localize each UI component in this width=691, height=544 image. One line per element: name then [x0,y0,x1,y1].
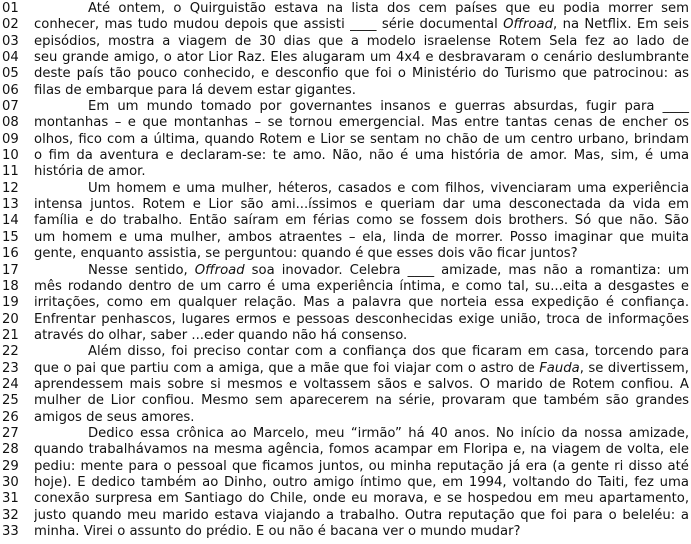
line-text: através do olhar, saber ...eder quando não há consenso. [34,327,408,343]
line-text: filas de embarque para lá devem estar gigantes. [34,82,356,98]
text-line [0,377,691,393]
line-text: intensa juntos. Rotem e Lior são ami...íssimos e queriam dar uma desconectada da vida em [34,197,690,213]
text-line [0,213,691,229]
line-number: 06 [2,82,19,98]
text-line [0,344,691,360]
line-number: 24 [2,376,19,392]
text-line [0,1,691,17]
line-number: 21 [2,327,19,343]
line-text: Além disso, foi preciso contar com a confiança dos que ficaram em casa, torcendo para [88,344,690,360]
line-number: 01 [2,1,19,16]
text-line [0,66,691,82]
line-number: 32 [2,507,19,523]
line-number: 05 [2,66,19,82]
text-line [0,410,691,426]
text-line [0,263,691,279]
document-text [0,1,691,540]
line-text: Em um mundo tomado por governantes insanos e guerras absurdas, fugir para ____ [88,99,690,115]
line-number: 03 [2,33,19,49]
text-line [0,491,691,507]
line-number: 13 [2,197,19,213]
line-text: justo quando meu marido estava viajando a trabalho. Outra reputação que foi para o beleléu: a [34,507,690,523]
line-text: conexão surpresa em Santiago do Chile, onde eu morava, e se hospedou em meu apartamento, [34,491,690,507]
line-text: pediu: mente para o pessoal que ficamos juntos, ou minha reputação já era (a gente ri disso até [34,458,689,474]
line-number: 25 [2,393,19,409]
line-number: 20 [2,311,19,327]
text-line [0,442,691,458]
text-line [0,459,691,475]
line-text: aprendessem mais sobre si mesmos e voltassem sãos e salvos. O marido de Rotem confiou. A [34,376,689,392]
line-text: um homem e uma mulher, ambos atraentes – ela, linda de morrer. Posso imaginar que muita [34,229,689,245]
line-text: Até ontem, o Quirguistão estava na lista dos cem países que eu podia morrer sem [88,1,689,16]
text-line [0,132,691,148]
line-number: 08 [2,115,19,131]
text-line [0,508,691,524]
line-number: 26 [2,409,19,425]
text-line [0,230,691,246]
line-number: 04 [2,50,19,66]
line-text: minha. Virei o assunto do prédio. É ou não é bacana ver o mundo mudar? [34,524,521,539]
text-line [0,99,691,115]
line-number: 23 [2,360,19,376]
text-line [0,246,691,262]
line-number: 17 [2,262,19,278]
text-line [0,164,691,180]
line-number: 30 [2,474,19,490]
text-line [0,393,691,409]
text-line [0,34,691,50]
line-text: quando trabalhávamos na mesma agência, fomos acampar em Floripa e, na viagem de volta, ele [34,442,689,458]
line-number: 12 [2,180,19,196]
text-line [0,312,691,328]
line-text: olhos, fico com a última, quando Rotem e Lior se sentam no chão de um centro urbano, brindam [34,131,689,147]
line-text: deste país tão pouco conhecido, e desconfio que foi o Ministério do Turismo que patrocinou: as [34,66,690,82]
text-line [0,115,691,131]
text-line [0,361,691,377]
line-text: Um homem e uma mulher, héteros, casados e com filhos, vivenciaram uma experiência [88,180,690,196]
line-text: seu grande amigo, o ator Lior Raz. Eles alugaram um 4x4 e desbravaram o cenário deslumbrante [34,50,690,66]
text-line [0,17,691,33]
text-line [0,475,691,491]
line-text: o fim da aventura e declaram-se: te amo. Não, não é uma história de amor. Mas, sim, é uma [34,148,690,164]
line-text: mês rodando dentro de um carro é uma experiência íntima, e como tal, su...eita a desgastes e [34,278,689,294]
line-text: história de amor. [34,164,146,180]
text-line [0,295,691,311]
line-text: Enfrentar penhascos, lugares ermos e pessoas desconhecidas exige união, troca de informações [34,311,689,327]
text-line [0,279,691,295]
line-text: que o pai que partiu com a amiga, que a mãe que foi viajar com o astro de Fauda, se divertissem, [34,360,689,376]
line-number: 09 [2,131,19,147]
line-number: 11 [2,164,19,180]
line-text: irritações, como em qualquer relação. Mas a palavra que norteia essa expedição é confiança. [34,295,690,311]
line-number: 19 [2,295,19,311]
line-text: conhecer, mas tudo mudou depois que assisti ____ série documental Offroad, na Netflix. Em seis [34,17,690,33]
text-line [0,524,691,540]
line-number: 33 [2,524,19,539]
line-number: 02 [2,17,19,33]
text-line [0,426,691,442]
line-text: família e do trabalho. Então saíram em férias como se fossem dois brothers. Só que não. São [34,213,689,229]
line-number: 07 [2,99,19,115]
text-line [0,148,691,164]
line-number: 14 [2,213,19,229]
line-number: 10 [2,148,19,164]
line-number: 27 [2,425,19,441]
text-line [0,50,691,66]
line-number: 16 [2,246,19,262]
line-number: 18 [2,278,19,294]
text-line [0,83,691,99]
line-text: Dedico essa crônica ao Marcelo, meu “irmão” há 40 anos. No início da nossa amizade, [88,425,690,441]
text-line [0,181,691,197]
line-number: 22 [2,344,19,360]
text-line [0,197,691,213]
line-text: mulher de Lior confiou. Mesmo sem aparecerem na série, provaram que também são grandes [34,393,690,409]
line-text: montanhas – e que montanhas – se tornou emergencial. Mas entre tantas cenas de encher os [34,115,690,131]
line-number: 31 [2,491,19,507]
line-text: Nesse sentido, Offroad soa inovador. Celebra ____ amizade, mas não a romantiza: um [88,262,690,278]
line-text: amigos de seus amores. [34,409,195,425]
line-text: episódios, mostra a viagem de 30 dias que a modelo israelense Rotem Sela fez ao lado de [34,33,689,49]
line-text: hoje). E dedico também ao Dinho, outro amigo íntimo que, em 1994, voltando do Taiti, fez uma [34,474,689,490]
line-number: 15 [2,229,19,245]
line-number: 28 [2,442,19,458]
line-number: 29 [2,458,19,474]
text-line [0,328,691,344]
line-text: gente, enquanto assistia, se perguntou: quando é que esses dois vão ficar juntos? [34,246,578,262]
